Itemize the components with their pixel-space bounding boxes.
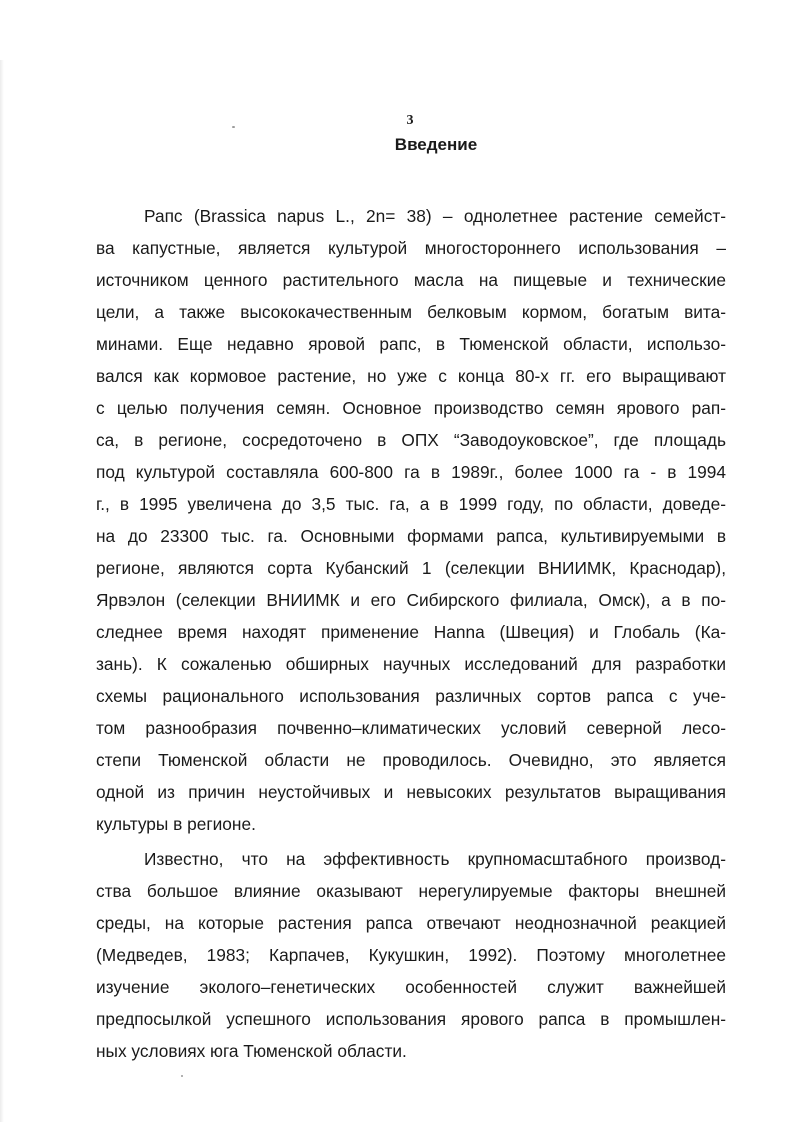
scan-speck bbox=[181, 1075, 183, 1077]
text-line: ва капустные, является культурой многостороннего использования – bbox=[96, 238, 726, 258]
paragraph bbox=[96, 200, 726, 840]
text-line: Рапс (Brassica napus L., 2n= 38) – однолетнее растение семейст- bbox=[144, 206, 726, 226]
text-line: с целью получения семян. Основное производство семян ярового рап- bbox=[96, 398, 726, 418]
text-line: минами. Еще недавно яровой рапс, в Тюменской области, использо- bbox=[96, 334, 726, 354]
text-line: предпосылкой успешного использования ярового рапса в промышлен- bbox=[96, 1009, 726, 1029]
body-text bbox=[96, 200, 726, 1067]
text-line: на до 23300 тыс. га. Основными формами рапса, культивируемыми в bbox=[96, 526, 726, 546]
text-line: Ярвэлон (селекции ВНИИМК и его Сибирского филиала, Омск), а в по- bbox=[96, 590, 726, 610]
paragraph bbox=[96, 843, 726, 1067]
text-line: следнее время находят применение Hanna (Швеция) и Глобаль (Ка- bbox=[96, 622, 726, 642]
text-line: под культурой составляла 600-800 га в 1989г., более 1000 га - в 1994 bbox=[96, 462, 726, 482]
text-line: схемы рационального использования различных сортов рапса с уче- bbox=[96, 686, 726, 706]
text-line: Известно, что на эффективность крупномасштабного производ- bbox=[144, 849, 726, 869]
text-line: среды, на которые растения рапса отвечают неоднозначной реакцией bbox=[96, 913, 726, 933]
text-line: регионе, являются сорта Кубанский 1 (селекции ВНИИМК, Краснодар), bbox=[96, 558, 726, 578]
text-line: са, в регионе, сосредоточено в ОПХ “Заводоуковское”, где площадь bbox=[96, 430, 726, 450]
text-line: ства большое влияние оказывают нерегулируемые факторы внешней bbox=[96, 881, 726, 901]
text-line: степи Тюменской области не проводилось. Очевидно, это является bbox=[96, 750, 726, 770]
text-line: источником ценного растительного масла на пищевые и технические bbox=[96, 270, 726, 290]
text-line: зань). К сожаленью обширных научных исследований для разработки bbox=[96, 654, 726, 674]
section-heading: Введение bbox=[394, 135, 478, 154]
text-line: вался как кормовое растение, но уже с конца 80-х гг. его выращивают bbox=[96, 366, 726, 386]
scan-edge-shadow bbox=[0, 60, 4, 1122]
text-line: ных условиях юга Тюменской области. bbox=[96, 1041, 407, 1061]
page-number: 3 bbox=[406, 113, 414, 128]
text-line: изучение эколого–генетических особенностей служит важнейшей bbox=[96, 977, 726, 997]
text-line: том разнообразия почвенно–климатических условий северной лесо- bbox=[96, 718, 726, 738]
text-line: г., в 1995 увеличена до 3,5 тыс. га, а в 1999 году, по области, доведе- bbox=[96, 494, 726, 514]
text-line: цели, а также высококачественным белковым кормом, богатым вита- bbox=[96, 302, 726, 322]
text-line: (Медведев, 1983; Карпачев, Кукушкин, 1992). Поэтому многолетнее bbox=[96, 945, 726, 965]
text-line: культуры в регионе. bbox=[96, 814, 256, 834]
text-line: одной из причин неустойчивых и невысоких результатов выращивания bbox=[96, 782, 726, 802]
